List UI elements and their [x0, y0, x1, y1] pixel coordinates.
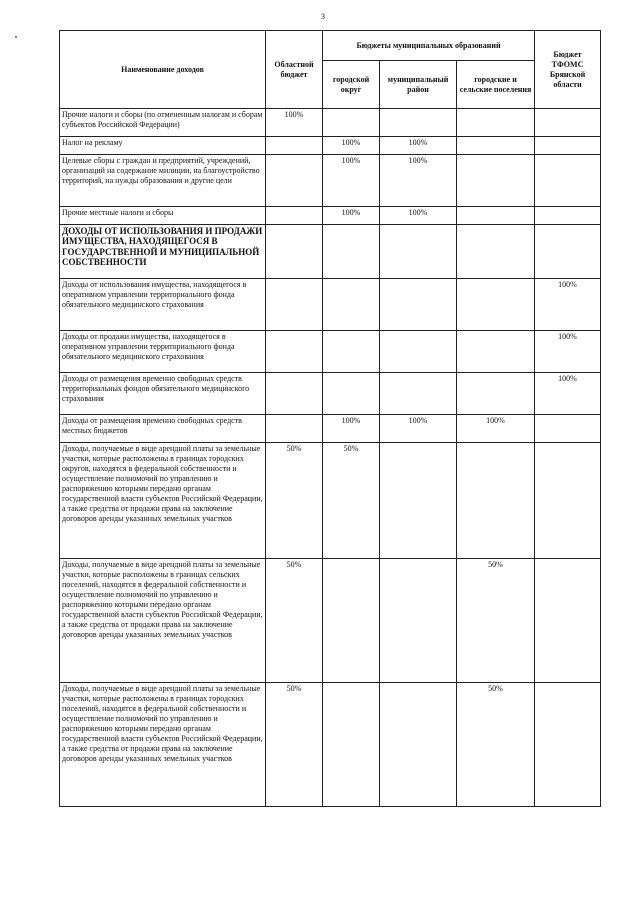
row-name: Доходы, получаемые в виде арендной платы за земельные участки, которые расположены в границах городских поселений, находятся в федеральной собственности и осуществление полномочий по управлению и распоряжению которыми передано органам государственной власти субъектов Российской Федерации, а также средства от продажи права на заключение договоров аренды указанных земельных участков — [60, 683, 266, 807]
cell-city: 50% — [323, 443, 380, 559]
cell-municipal — [380, 373, 457, 415]
cell-settlement — [457, 331, 535, 373]
row-name: Доходы от продажи имущества, находящегося в оперативном управлении территориального фонда обязательного медицинского страхования — [60, 331, 266, 373]
table-row — [60, 279, 601, 331]
cell-tfoms: 100% — [535, 279, 601, 331]
header-tfoms-budget: Бюджет ТФОМС Брянской области — [535, 31, 601, 109]
page-number: 3 — [321, 12, 325, 21]
cell-municipal: 100% — [380, 155, 457, 207]
section-heading: ДОХОДЫ ОТ ИСПОЛЬЗОВАНИЯ И ПРОДАЖИ ИМУЩЕСТВА, НАХОДЯЩЕГОСЯ В ГОСУДАРСТВЕННОЙ И МУНИЦИПАЛЬНОЙ СОБСТВЕННОСТИ — [60, 225, 266, 279]
cell-city: 100% — [323, 207, 380, 225]
cell-regional — [266, 137, 323, 155]
cell-settlement — [457, 137, 535, 155]
cell-settlement — [457, 373, 535, 415]
cell-tfoms — [535, 109, 601, 137]
cell-tfoms — [535, 137, 601, 155]
cell-city — [323, 109, 380, 137]
header-city-district: городской округ — [323, 61, 380, 109]
table-row — [60, 137, 601, 155]
cell-settlement — [457, 155, 535, 207]
cell-settlement: 50% — [457, 683, 535, 807]
row-name: Прочие налоги и сборы (по отмененным налогам и сборам субъектов Российской Федерации) — [60, 109, 266, 137]
cell-municipal — [380, 109, 457, 137]
cell-city: 100% — [323, 415, 380, 443]
cell-municipal — [380, 683, 457, 807]
cell-settlement — [457, 109, 535, 137]
header-municipal-budgets: Бюджеты муниципальных образований — [323, 31, 535, 61]
cell-regional — [266, 155, 323, 207]
table-row — [60, 225, 601, 279]
table-row — [60, 559, 601, 683]
cell-tfoms — [535, 225, 601, 279]
cell-settlement — [457, 225, 535, 279]
cell-settlement — [457, 443, 535, 559]
cell-settlement — [457, 207, 535, 225]
cell-city — [323, 331, 380, 373]
cell-municipal — [380, 559, 457, 683]
header-revenue-name: Наименование доходов — [60, 31, 266, 109]
cell-city — [323, 373, 380, 415]
cell-tfoms — [535, 155, 601, 207]
cell-tfoms: 100% — [535, 331, 601, 373]
cell-municipal: 100% — [380, 137, 457, 155]
cell-city — [323, 559, 380, 683]
cell-regional: 50% — [266, 443, 323, 559]
header-regional-budget: Областной бюджет — [266, 31, 323, 109]
cell-municipal — [380, 331, 457, 373]
row-name: Доходы, получаемые в виде арендной платы за земельные участки, которые расположены в границах сельских поселений, находятся в федеральной собственности и осуществление полномочий по управлению и распоряжению которыми передано органам государственной власти субъектов Российской Федерации, а также средства от продажи права на заключение договоров аренды указанных земельных участков — [60, 559, 266, 683]
table-row — [60, 683, 601, 807]
revenue-distribution-table — [59, 30, 601, 807]
table-row — [60, 443, 601, 559]
cell-regional — [266, 225, 323, 279]
cell-settlement: 100% — [457, 415, 535, 443]
cell-municipal: 100% — [380, 207, 457, 225]
row-name: Доходы от размещения временно свободных средств местных бюджетов — [60, 415, 266, 443]
table-row — [60, 109, 601, 137]
cell-regional — [266, 207, 323, 225]
cell-regional: 50% — [266, 559, 323, 683]
cell-tfoms — [535, 443, 601, 559]
table-row — [60, 373, 601, 415]
header-settlements: городские и сельские поселения — [457, 61, 535, 109]
cell-tfoms — [535, 683, 601, 807]
table-row — [60, 207, 601, 225]
cell-regional: 100% — [266, 109, 323, 137]
row-name: Налог на рекламу — [60, 137, 266, 155]
cell-regional — [266, 279, 323, 331]
cell-municipal: 100% — [380, 415, 457, 443]
cell-city — [323, 683, 380, 807]
cell-settlement: 50% — [457, 559, 535, 683]
header-municipal-district: муниципальный район — [380, 61, 457, 109]
row-name: Целевые сборы с граждан и предприятий, учреждений, организаций на содержание милиции, на благоустройство территорий, на нужды образования и другие цели — [60, 155, 266, 207]
cell-tfoms — [535, 415, 601, 443]
table-row — [60, 415, 601, 443]
cell-city: 100% — [323, 137, 380, 155]
cell-tfoms — [535, 207, 601, 225]
table-row — [60, 331, 601, 373]
row-name: Доходы от размещения временно свободных средств территориальных фондов обязательного медицинского страхования — [60, 373, 266, 415]
cell-settlement — [457, 279, 535, 331]
row-name: Прочие местные налоги и сборы — [60, 207, 266, 225]
cell-municipal — [380, 279, 457, 331]
cell-regional — [266, 415, 323, 443]
cell-municipal — [380, 443, 457, 559]
row-name: Доходы, получаемые в виде арендной платы за земельные участки, которые расположены в границах городских округов, находятся в федеральной собственности и осуществление полномочий по управлению и распоряжению которыми передано органам государственной власти субъектов Российской Федерации, а также средства от продажи права на заключение договоров аренды указанных земельных участков — [60, 443, 266, 559]
table-row — [60, 155, 601, 207]
cell-regional: 50% — [266, 683, 323, 807]
scan-speck — [15, 36, 17, 38]
cell-tfoms: 100% — [535, 373, 601, 415]
cell-regional — [266, 373, 323, 415]
cell-tfoms — [535, 559, 601, 683]
cell-regional — [266, 331, 323, 373]
cell-city — [323, 279, 380, 331]
cell-municipal — [380, 225, 457, 279]
cell-city: 100% — [323, 155, 380, 207]
cell-city — [323, 225, 380, 279]
row-name: Доходы от использования имущества, находящегося в оперативном управлении территориального фонда обязательного медицинского страхования — [60, 279, 266, 331]
